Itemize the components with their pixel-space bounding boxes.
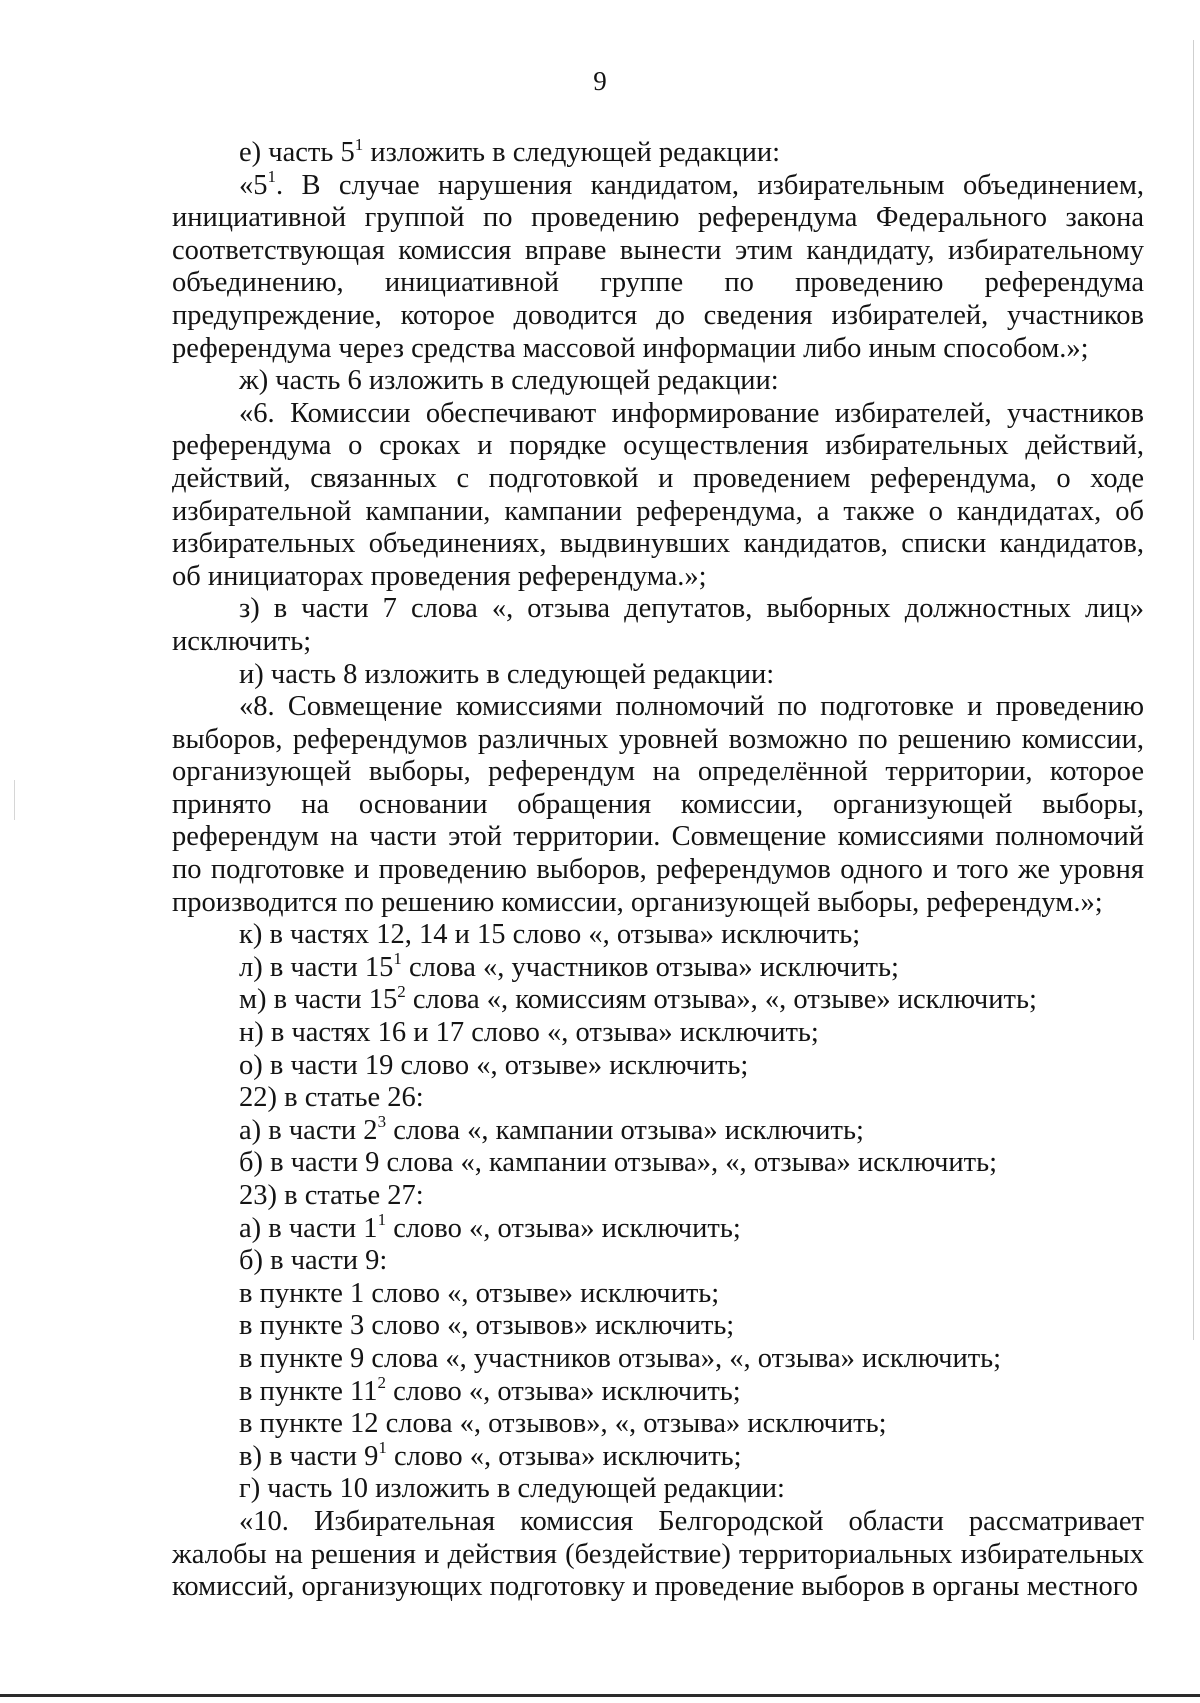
paragraph-text: о) в части 19 слово «, отзыве» исключить; (239, 1049, 749, 1081)
paragraph-text: н) в частях 16 и 17 слово «, отзыва» исключить; (239, 1017, 819, 1049)
paragraph-text: «8. Совмещение комиссиями полномочий по подготовке и проведению выборов, референдумов различных уровней возможно по решению комиссии, организующей выборы, референдум на определённой территории, которое принято на основании обращения комиссии, организующей выборы, референдум на части этой территории. Совмещение комиссиями полномочий по подготовке и проведению выборов, референдумов одного и того же уровня производится по решению комиссии, организующей выборы, референдум.»; (172, 691, 1144, 918)
paragraph-text: а) в части 2 (239, 1114, 378, 1146)
scan-edge-right (1193, 40, 1194, 1340)
paragraph (172, 593, 1144, 658)
paragraph-text: м) в части 15 (239, 984, 398, 1016)
paragraph-text: б) в части 9 слова «, кампании отзыва», «, отзыва» исключить; (239, 1147, 998, 1179)
paragraph-text: г) часть 10 изложить в следующей редакции: (239, 1473, 785, 1505)
superscript-index: 1 (377, 1210, 387, 1230)
paragraph-text: слова «, комиссиям отзыва», «, отзыве» исключить; (405, 984, 1037, 1016)
paragraph-text: изложить в следующей редакции: (363, 137, 781, 168)
scan-line-bottom (0, 1694, 1200, 1697)
paragraph (172, 1438, 1144, 1474)
paragraph (172, 1147, 1144, 1180)
paragraph (172, 398, 1144, 594)
paragraph (172, 981, 1144, 1017)
paragraph-text: в пункте 12 слова «, отзывов», «, отзыва» исключить; (239, 1408, 887, 1440)
paragraph-text: 23) в статье 27: (239, 1180, 424, 1211)
paragraph (172, 1278, 1144, 1311)
paragraph-text: в) в части 9 (239, 1440, 379, 1472)
paragraph (172, 1082, 1144, 1115)
paragraph (172, 1112, 1144, 1148)
paragraph (172, 1373, 1144, 1409)
paragraph-text: к) в частях 12, 14 и 15 слово «, отзыва» исключить; (239, 919, 861, 951)
paragraph (172, 659, 1144, 692)
paragraph-text: з) в части 7 слова «, отзыва депутатов, выборных должностных лиц» исключить; (172, 593, 1144, 657)
paragraph-text: б) в части 9: (239, 1245, 388, 1277)
scan-edge-left (14, 780, 15, 820)
paragraph-text: «5 (239, 169, 268, 201)
paragraph-text: л) в части 15 (239, 951, 394, 983)
paragraph-text: и) часть 8 изложить в следующей редакции: (239, 658, 775, 690)
superscript-index: 1 (378, 1438, 387, 1458)
paragraph (172, 1473, 1144, 1506)
paragraph-text: слова «, участников отзыва» исключить; (401, 951, 899, 983)
paragraph-text: ж) часть 6 изложить в следующей редакции: (239, 365, 779, 397)
paragraph (172, 1245, 1144, 1278)
paragraph-text: е) часть 5 (239, 137, 355, 168)
paragraph (172, 1180, 1144, 1213)
paragraph-text: слова «, кампании отзыва» исключить; (386, 1114, 864, 1146)
paragraph (172, 949, 1144, 985)
paragraph (172, 1017, 1144, 1050)
paragraph (172, 691, 1144, 919)
paragraph-text: «10. Избирательная комиссия Белгородской области рассматривает жалобы на решения и действия (бездействие) территориальных избирательных комиссий, организующих подготовку и проведение выборов в органы местного (172, 1505, 1144, 1603)
paragraph-text: слово «, отзыва» исключить; (386, 1212, 741, 1244)
paragraph-text: слово «, отзыва» исключить; (386, 1440, 742, 1472)
paragraph (172, 1310, 1144, 1343)
paragraph-text: слово «, отзыва» исключить; (385, 1375, 741, 1407)
page-number: 9 (593, 66, 607, 96)
paragraph (172, 919, 1144, 952)
superscript-index: 1 (354, 134, 364, 154)
superscript-index: 3 (377, 1112, 387, 1132)
paragraph (172, 1408, 1144, 1441)
paragraph (172, 1210, 1144, 1246)
paragraph-text: 22) в статье 26: (239, 1082, 424, 1114)
superscript-index: 1 (267, 167, 276, 187)
paragraph (172, 1343, 1144, 1376)
paragraph-text: . В случае нарушения кандидатом, избирательным объединением, инициативной группой по проведению референдума Федерального закона соответствующая комиссия вправе вынести этим кандидату, избирательному объединению, инициативной группе по проведению референдума предупреждение, которое доводится до сведения избирателей, участников референдума через средства массовой информации либо иным способом.»; (172, 169, 1144, 364)
paragraph-text: а) в части 1 (239, 1212, 378, 1244)
superscript-index: 2 (377, 1373, 386, 1393)
paragraph-text: в пункте 1 слово «, отзыве» исключить; (239, 1277, 720, 1309)
paragraph (172, 1050, 1144, 1083)
document-body (172, 134, 1144, 1604)
paragraph-text: в пункте 11 (239, 1375, 378, 1407)
paragraph-text: в пункте 3 слово «, отзывов» исключить; (239, 1310, 735, 1342)
paragraph-text: «6. Комиссии обеспечивают информирование избирателей, участников референдума о сроках и порядке осуществления избирательных действий, действий, связанных с подготовкой и проведением референдума, о ходе избирательной кампании, кампании референдума, а также о кандидатах, об избирательных объединениях, выдвинувших кандидатов, списки кандидатов, об инициаторах проведения референдума.»; (172, 397, 1144, 592)
paragraph-text: в пункте 9 слова «, участников отзыва», «, отзыва» исключить; (239, 1342, 1002, 1374)
paragraph (172, 134, 1144, 170)
paragraph (172, 365, 1144, 398)
superscript-index: 1 (393, 949, 402, 969)
paragraph (172, 1506, 1144, 1604)
paragraph (172, 167, 1144, 366)
superscript-index: 2 (397, 981, 406, 1001)
